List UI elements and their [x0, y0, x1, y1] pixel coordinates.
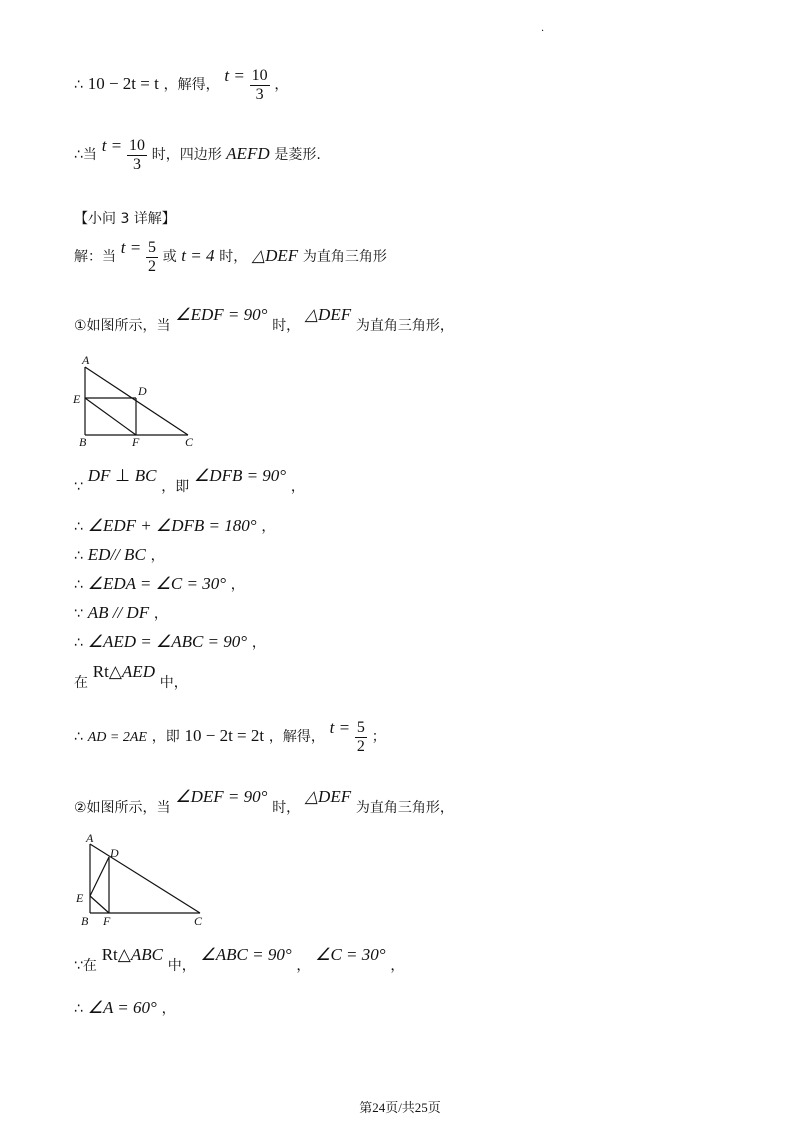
therefore-symbol: ∴	[74, 1001, 83, 1017]
because-symbol: ∵在	[74, 958, 97, 974]
text: 或	[162, 249, 182, 265]
therefore-symbol: ∴当	[74, 147, 97, 163]
text: 时，四边形	[151, 147, 227, 163]
t-var: t =	[224, 66, 245, 85]
label-A: A	[86, 831, 94, 845]
therefore-symbol: ∴	[74, 548, 83, 564]
page-footer: 第24页/共25页	[359, 1100, 441, 1115]
because-symbol: ∵	[74, 606, 83, 622]
label-D: D	[110, 846, 119, 860]
text: ，解得，	[163, 77, 220, 93]
equation: 10 − 2t = 2t	[184, 726, 265, 745]
step-3	[74, 545, 165, 565]
corner-mark: ·	[541, 26, 545, 37]
figure-1	[70, 352, 210, 448]
text: 在	[74, 675, 88, 691]
text: ，	[251, 635, 266, 651]
t-var: t =	[101, 136, 123, 155]
step-6	[74, 632, 266, 652]
step-4	[74, 574, 245, 594]
text: ，	[274, 77, 289, 93]
fraction: $\frac{5}{2}$	[148, 238, 157, 275]
shape-name: AEFD	[226, 144, 270, 163]
text: 时，	[219, 249, 248, 265]
case-1	[74, 305, 454, 335]
text: ①如图所示，当	[74, 318, 171, 334]
expr: ABC	[130, 945, 163, 964]
therefore-symbol: ∴	[74, 577, 83, 593]
t-var: t =	[329, 718, 351, 737]
text: ，	[150, 548, 165, 564]
expr: ∠EDF + ∠DFB = 180°	[87, 516, 257, 535]
expr: BC	[134, 466, 157, 485]
label-C: C	[194, 914, 203, 928]
text: 时，	[272, 318, 301, 334]
expr: DF	[87, 466, 111, 485]
expr: ∠EDA = ∠C = 30°	[87, 574, 227, 593]
triangle: △DEF	[304, 305, 352, 324]
expr: ED// BC	[87, 545, 146, 564]
label-E: E	[73, 392, 81, 406]
text: ，解得，	[268, 729, 325, 745]
expr: ∠C = 30°	[315, 945, 386, 964]
therefore-symbol: ∴	[74, 729, 83, 745]
triangle: △DEF	[304, 787, 352, 806]
fraction: $\frac{10}{3}$	[128, 136, 145, 173]
text: ，	[161, 1001, 176, 1017]
expr: AB // DF	[87, 603, 150, 622]
expr: ∠A = 60°	[87, 998, 157, 1017]
text: 中，	[167, 958, 196, 974]
label-A: A	[82, 353, 90, 367]
fraction: $\frac{5}{2}$	[356, 718, 365, 755]
step-2	[74, 516, 275, 536]
expr: AED	[121, 662, 155, 681]
therefore-symbol: ∴	[74, 635, 83, 651]
equation: t = 4	[181, 246, 215, 265]
label-F: F	[132, 435, 140, 448]
figure-2	[70, 830, 220, 930]
text: ，	[153, 606, 168, 622]
text: ②如图所示，当	[74, 800, 171, 816]
step-10	[74, 998, 176, 1018]
angle: ∠DEF = 90°	[175, 787, 268, 806]
text: ；	[371, 729, 386, 745]
expr: ∠AED = ∠ABC = 90°	[87, 632, 248, 651]
text: ，	[261, 519, 276, 535]
text: 解：当	[74, 249, 116, 265]
step-9	[74, 945, 404, 975]
step-7	[74, 662, 188, 692]
label-E: E	[76, 891, 84, 905]
text: 为直角三角形，	[355, 318, 454, 334]
therefore-symbol: ∴	[74, 77, 83, 93]
label-B: B	[81, 914, 89, 928]
case-2	[74, 787, 454, 817]
because-symbol: ∵	[74, 479, 83, 495]
line-3	[74, 238, 387, 276]
step-5	[74, 603, 168, 623]
step-8	[74, 718, 386, 756]
label-C: C	[185, 435, 194, 448]
equation: 10 − 2t = t	[87, 74, 159, 93]
text: ，即	[161, 479, 190, 495]
step-1	[74, 466, 305, 496]
text: ，	[296, 958, 311, 974]
expr: ∠DFB = 90°	[194, 466, 287, 485]
text: 中，	[159, 675, 188, 691]
text: ，即	[151, 729, 180, 745]
t-var: t =	[120, 238, 142, 257]
rt-triangle: Rt△	[92, 662, 122, 681]
line-2	[74, 136, 321, 174]
text: ，	[230, 577, 245, 593]
expr: AD = 2AE	[87, 730, 147, 745]
expr: ∠ABC = 90°	[200, 945, 292, 964]
perp-symbol: ⊥	[115, 466, 130, 485]
text: ，	[390, 958, 405, 974]
text: 时，	[272, 800, 301, 816]
text: 为直角三角形	[302, 249, 387, 265]
label-B: B	[79, 435, 87, 448]
text: ，	[290, 479, 305, 495]
rt-triangle: Rt△	[101, 945, 131, 964]
label-F: F	[103, 914, 111, 928]
section-heading: 【小问 3 详解】	[74, 211, 176, 227]
label-D: D	[138, 384, 147, 398]
angle: ∠EDF = 90°	[175, 305, 268, 324]
text: 是菱形.	[274, 147, 321, 163]
fraction: $\frac{10}{3}$	[251, 66, 268, 103]
line-1	[74, 66, 288, 104]
triangle: △DEF	[252, 246, 299, 265]
text: 为直角三角形，	[355, 800, 454, 816]
therefore-symbol: ∴	[74, 519, 83, 535]
